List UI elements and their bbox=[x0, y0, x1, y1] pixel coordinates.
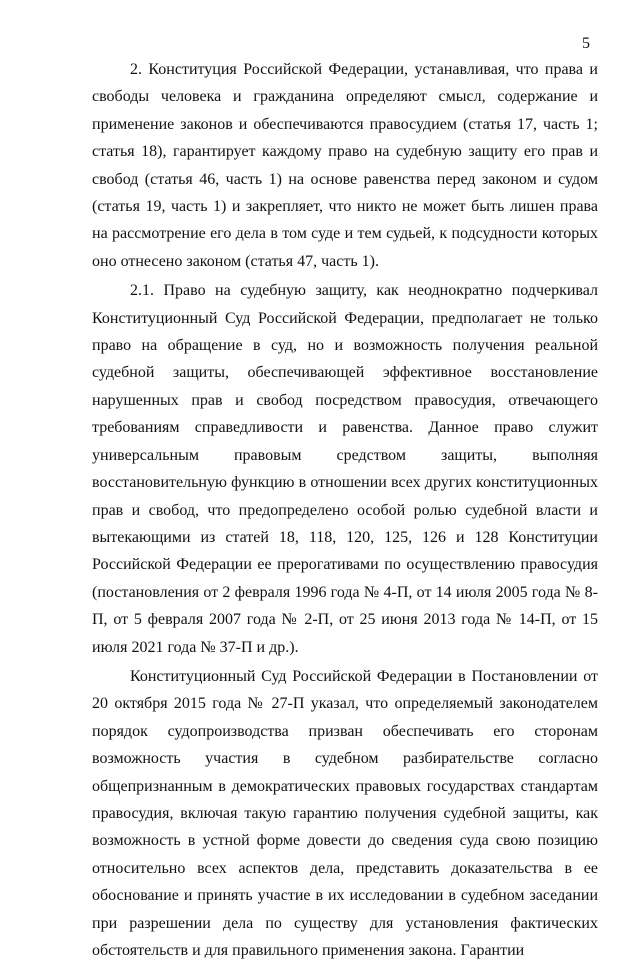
paragraph-2-1-continued: Конституционный Суд Российской Федерации в Постановлении от 20 октября 2015 года № 27-П указал, что определяемый законодателем порядок судопроизводства призван обеспечивать его сторонам возможность участия в судебном разбирательстве согласно общепризнанным в демократических правовых государствах стандартам правосудия, включая такую гарантию получения судебной защиты, как возможность в устной форме довести до сведения суда свою позицию относительно всех аспектов дела, представить доказательства в ее обоснование и принять участие в их исследовании в судебном заседании при разрешении дела по существу для установления фактических обстоятельств и для правильного применения закона. Гарантии bbox=[92, 667, 598, 959]
document-body bbox=[92, 56, 598, 966]
paragraph-2: 2. Конституция Российской Федерации, устанавливая, что права и свободы человека и гражданина определяют смысл, содержание и применение законов и обеспечиваются правосудием (статья 17, часть 1; статья 18), гарантирует каждому право на судебную защиту его прав и свобод (статья 46, часть 1) на основе равенства перед законом и судом (статья 19, часть 1) и закрепляет, что никто не может быть лишен права на рассмотрение его дела в том суде и тем судьей, к подсудности которых оно отнесено законом (статья 47, часть 1). bbox=[92, 61, 598, 270]
page-number: 5 bbox=[582, 35, 590, 52]
paragraph-2-1: 2.1. Право на судебную защиту, как неоднократно подчеркивал Конституционный Суд Российской Федерации, предполагает не только право на обращение в суд, но и возможность получения реальной судебной защиты, обеспечивающей эффективное восстановление нарушенных прав и свобод посредством правосудия, отвечающего требованиям справедливости и равенства. Данное право служит универсальным правовым средством защиты, выполняя восстановительную функцию в отношении всех других конституционных прав и свобод, что предопределено особой ролью судебной власти и вытекающими из статей 18, 118, 120, 125, 126 и 128 Конституции Российской Федерации ее прерогативами по осуществлению правосудия (постановления от 2 февраля 1996 года № 4-П, от 14 июля 2005 года № 8-П, от 5 февраля 2007 года № 2-П, от 25 июня 2013 года № 14-П, от 15 июля 2021 года № 37-П и др.). bbox=[92, 282, 598, 656]
